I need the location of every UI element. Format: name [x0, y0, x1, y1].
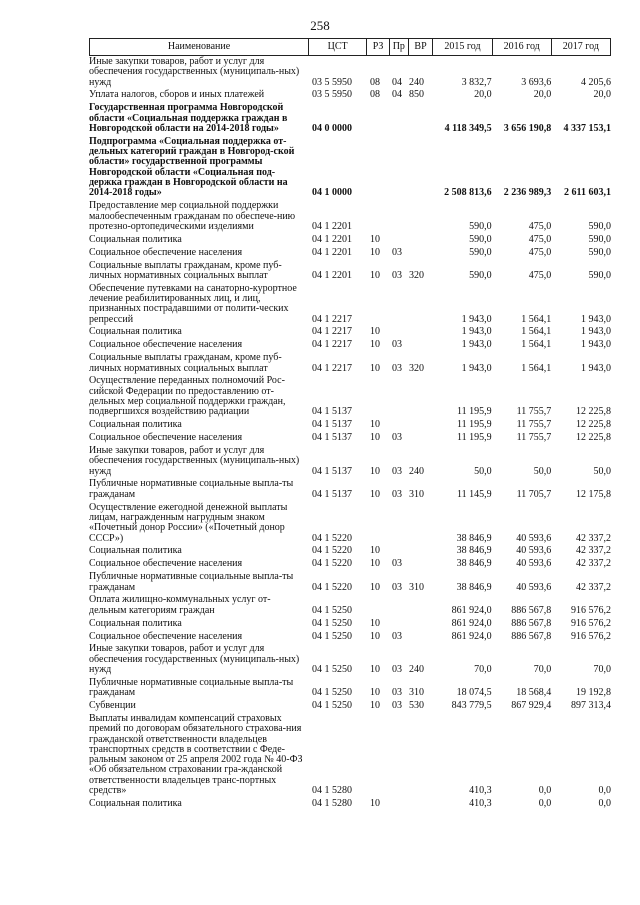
row-value-2017: 42 337,2: [575, 545, 611, 557]
table-row: [89, 339, 611, 352]
row-pr: 03: [392, 687, 402, 699]
row-vr: 310: [409, 488, 424, 500]
row-rz: 10: [370, 339, 380, 351]
row-value-2016: 11 755,7: [516, 419, 552, 431]
table-row: [89, 102, 611, 135]
row-cst: 04 1 5220: [312, 558, 352, 570]
table-row: [89, 260, 611, 283]
row-value-2016: 20,0: [533, 89, 552, 101]
row-value-2017: 590,0: [588, 233, 611, 245]
row-value-2015: 590,0: [469, 246, 492, 258]
row-vr: 310: [409, 581, 424, 593]
row-cst: 04 1 0000: [312, 187, 352, 199]
row-value-2015: 1 943,0: [461, 339, 492, 351]
table-row: [89, 375, 611, 419]
row-rz: 08: [370, 89, 380, 101]
row-rz: 10: [370, 797, 380, 809]
row-name: Социальное обеспечение населения: [89, 246, 243, 258]
row-rz: 10: [370, 233, 380, 245]
page-number: 258: [310, 18, 330, 33]
row-vr: 530: [409, 700, 424, 712]
row-value-2017: 0,0: [598, 797, 611, 809]
row-value-2017: 20,0: [593, 89, 611, 101]
table-row: [89, 700, 611, 713]
row-value-2016: 475,0: [528, 246, 552, 258]
row-vr: 850: [409, 89, 424, 101]
row-value-2015: 2 508 813,6: [444, 187, 492, 199]
row-rz: 10: [370, 269, 380, 281]
row-cst: 04 1 5250: [312, 604, 352, 616]
row-value-2017: 50,0: [593, 465, 611, 477]
row-rz: 10: [370, 581, 380, 593]
row-rz: 10: [370, 326, 380, 338]
row-value-2017: 42 337,2: [575, 558, 611, 570]
row-name: Социальная политика: [89, 419, 182, 431]
row-value-2017: 1 943,0: [580, 326, 611, 338]
row-value-2015: 1 943,0: [461, 362, 492, 374]
row-value-2016: 886 567,8: [511, 617, 552, 629]
row-cst: 04 1 2201: [312, 220, 352, 232]
row-value-2016: 475,0: [528, 233, 552, 245]
table-row: [89, 89, 611, 102]
row-vr: 320: [409, 269, 424, 281]
row-value-2015: 861 924,0: [451, 604, 492, 616]
row-name: Уплата налогов, сборов и иных платежей: [89, 89, 265, 101]
row-name: Социальная политика: [89, 617, 182, 629]
row-value-2016: 18 568,4: [516, 687, 552, 699]
row-pr: 03: [392, 465, 402, 477]
row-value-2015: 1 943,0: [461, 326, 492, 338]
row-cst: 04 0 0000: [312, 122, 352, 134]
row-cst: 04 1 5137: [312, 406, 352, 418]
table-row: [89, 798, 611, 811]
row-value-2015: 410,3: [469, 785, 492, 797]
row-value-2017: 897 313,4: [570, 700, 611, 712]
row-pr: 03: [392, 663, 402, 675]
row-value-2015: 38 846,9: [456, 545, 492, 557]
row-value-2015: 11 145,9: [456, 488, 492, 500]
row-name: Социальное обеспечение населения: [89, 630, 243, 642]
row-rz: 10: [370, 488, 380, 500]
row-value-2016: 0,0: [538, 785, 552, 797]
row-name: Осуществление переданных полномочий Рос-сийской Федерации по предоставлению от-дельных мер социальной поддержки граждан, подвергшихся воздействию радиации: [89, 375, 286, 418]
row-value-2017: 12 225,8: [575, 432, 611, 444]
row-value-2015: 590,0: [469, 269, 492, 281]
table-row: [89, 571, 611, 594]
table-row: [89, 283, 611, 327]
row-rz: 10: [370, 246, 380, 258]
row-cst: 04 1 5220: [312, 581, 352, 593]
row-value-2017: 19 192,8: [575, 687, 611, 699]
row-name: Предоставление мер социальной поддержки малообеспеченным гражданам по обеспече-нию протезно-ортопедическими изделиями: [89, 200, 296, 232]
table-row: [89, 594, 611, 617]
row-value-2016: 70,0: [533, 663, 552, 675]
row-pr: 03: [392, 700, 402, 712]
row-rz: 10: [370, 465, 380, 477]
row-name: Публичные нормативные социальные выпла-ты гражданам: [89, 676, 294, 699]
table-row: [89, 432, 611, 445]
row-value-2016: 1 564,1: [521, 313, 552, 325]
row-pr: 04: [392, 89, 402, 101]
row-pr: 03: [392, 339, 402, 351]
table-row: [89, 643, 611, 676]
row-value-2015: 20,0: [474, 89, 492, 101]
row-value-2016: 3 656 190,8: [503, 122, 552, 134]
row-cst: 04 1 2201: [312, 233, 352, 245]
table-row: [89, 445, 611, 478]
table-row: [89, 677, 611, 700]
row-value-2017: 590,0: [588, 269, 611, 281]
table-row: [89, 326, 611, 339]
row-vr: 320: [409, 362, 424, 374]
row-cst: 04 1 5137: [312, 419, 352, 431]
header-cst: ЦСТ: [308, 39, 366, 55]
row-rz: 10: [370, 700, 380, 712]
row-pr: 03: [392, 581, 402, 593]
row-value-2015: 861 924,0: [451, 630, 492, 642]
row-cst: 04 1 5280: [312, 797, 352, 809]
row-value-2016: 40 593,6: [516, 581, 552, 593]
row-value-2017: 2 611 603,1: [564, 187, 611, 199]
row-value-2016: 40 593,6: [516, 558, 552, 570]
row-cst: 04 1 5250: [312, 630, 352, 642]
row-name: Социальное обеспечение населения: [89, 558, 243, 570]
row-name: Публичные нормативные социальные выпла-ты гражданам: [89, 478, 294, 500]
row-value-2017: 4 337 153,1: [563, 122, 611, 134]
row-rz: 10: [370, 362, 380, 374]
row-cst: 04 1 5137: [312, 465, 352, 477]
row-pr: 03: [392, 558, 402, 570]
row-value-2016: 50,0: [533, 465, 552, 477]
row-value-2017: 916 576,2: [570, 617, 611, 629]
row-value-2017: 0,0: [598, 785, 611, 797]
row-cst: 04 1 2217: [312, 362, 352, 374]
table-row: [89, 713, 611, 798]
row-value-2015: 18 074,5: [456, 687, 492, 699]
row-cst: 04 1 5250: [312, 687, 352, 699]
row-cst: 04 1 2217: [312, 313, 352, 325]
row-value-2017: 12 175,8: [575, 488, 611, 500]
row-value-2017: 12 225,8: [575, 406, 611, 418]
row-value-2016: 1 564,1: [521, 362, 552, 374]
row-vr: 240: [409, 663, 424, 675]
row-rz: 10: [370, 419, 380, 431]
row-name: Социальное обеспечение населения: [89, 339, 243, 351]
row-cst: 04 1 5250: [312, 617, 352, 629]
row-value-2017: 1 943,0: [580, 313, 611, 325]
row-name: Социальная политика: [89, 326, 182, 338]
row-value-2016: 0,0: [538, 797, 552, 809]
row-value-2017: 916 576,2: [570, 630, 611, 642]
row-name: Социальные выплаты гражданам, кроме пуб-личных нормативных социальных выплат: [89, 352, 282, 374]
row-value-2017: 590,0: [588, 246, 611, 258]
row-name: Оплата жилищно-коммунальных услуг от-дельным категориям граждан: [89, 594, 271, 616]
row-value-2015: 70,0: [474, 663, 492, 675]
row-rz: 10: [370, 630, 380, 642]
row-value-2017: 1 943,0: [580, 339, 611, 351]
table-row: [89, 478, 611, 501]
row-value-2017: 70,0: [593, 663, 611, 675]
header-rz: РЗ: [366, 39, 389, 55]
row-value-2016: 1 564,1: [521, 339, 552, 351]
row-value-2015: 4 118 349,5: [444, 122, 492, 134]
table-row: [89, 247, 611, 260]
row-name: Подпрограмма «Социальная поддержка от-дельных категорий граждан в Новгород-ской области» государственной программы Новгородской области «Социальная под-держка граждан в Новгородской области на 2014-2018 годы»: [89, 135, 295, 199]
row-value-2016: 475,0: [528, 269, 552, 281]
table-row: [89, 136, 611, 200]
table-row: [89, 502, 611, 546]
row-rz: 10: [370, 545, 380, 557]
row-name: Социальная политика: [89, 797, 182, 809]
row-name: Публичные нормативные социальные выпла-ты гражданам: [89, 571, 294, 593]
row-value-2015: 861 924,0: [451, 617, 492, 629]
budget-table: [89, 38, 611, 811]
row-value-2015: 50,0: [474, 465, 492, 477]
row-pr: 03: [392, 630, 402, 642]
header-2015: 2015 год: [432, 39, 491, 55]
row-value-2016: 11 705,7: [516, 488, 552, 500]
row-name: Выплаты инвалидам компенсаций страховых премий по договорам обязательного страхова-ния гражданской ответственности владельцев транспортных средств в соответствии с Феде-ральным законом от 25 апреля 2002 года № 40-ФЗ «Об обязательном страховании гра-жданской ответственности владельцев транс-портных средств»: [89, 712, 303, 797]
row-name: Социальное обеспечение населения: [89, 432, 243, 444]
row-cst: 04 1 5220: [312, 532, 352, 544]
row-pr: 03: [392, 246, 402, 258]
row-value-2016: 40 593,6: [516, 545, 552, 557]
row-value-2016: 40 593,6: [516, 532, 552, 544]
table-body: [89, 56, 611, 811]
row-value-2015: 38 846,9: [456, 558, 492, 570]
table-header: [89, 38, 611, 56]
row-cst: 04 1 5220: [312, 545, 352, 557]
row-value-2015: 38 846,9: [456, 581, 492, 593]
table-row: [89, 558, 611, 571]
table-row: [89, 200, 611, 233]
row-value-2016: 886 567,8: [511, 630, 552, 642]
table-row: [89, 419, 611, 432]
table-row: [89, 352, 611, 375]
row-rz: 10: [370, 432, 380, 444]
row-value-2017: 1 943,0: [580, 362, 611, 374]
header-pr: Пр: [389, 39, 408, 55]
row-cst: 04 1 2217: [312, 326, 352, 338]
row-value-2015: 11 195,9: [456, 406, 492, 418]
row-value-2015: 590,0: [469, 233, 492, 245]
table-row: [89, 234, 611, 247]
row-value-2015: 3 832,7: [461, 76, 492, 88]
row-name: Иные закупки товаров, работ и услуг для обеспечения государственных (муниципаль-ных) нужд: [89, 56, 300, 88]
row-cst: 03 5 5950: [312, 76, 352, 88]
row-rz: 10: [370, 558, 380, 570]
row-cst: 04 1 2201: [312, 246, 352, 258]
row-name: Социальная политика: [89, 233, 182, 245]
table-row: [89, 618, 611, 631]
row-name: Осуществление ежегодной денежной выплаты лицам, награжденным нагрудным знаком «Почетный донор России» («Почетный донор СССР»): [89, 501, 288, 544]
table-row: [89, 631, 611, 644]
row-pr: 03: [392, 362, 402, 374]
row-value-2017: 916 576,2: [570, 604, 611, 616]
row-value-2015: 11 195,9: [456, 419, 492, 431]
row-name: Социальные выплаты гражданам, кроме пуб-личных нормативных социальных выплат: [89, 259, 282, 281]
row-value-2017: 4 205,6: [580, 76, 611, 88]
table-row: [89, 56, 611, 89]
row-name: Государственная программа Новгородской области «Социальная поддержка граждан в Новгородской области на 2014-2018 годы»: [89, 102, 288, 134]
row-value-2015: 38 846,9: [456, 532, 492, 544]
row-value-2016: 886 567,8: [511, 604, 552, 616]
row-name: Субвенции: [89, 700, 136, 712]
table-row: [89, 545, 611, 558]
row-value-2016: 3 693,6: [521, 76, 552, 88]
row-value-2015: 410,3: [469, 797, 492, 809]
row-value-2016: 1 564,1: [521, 326, 552, 338]
row-rz: 08: [370, 76, 380, 88]
row-vr: 240: [409, 465, 424, 477]
header-name: Наименование: [167, 41, 231, 52]
row-pr: 03: [392, 269, 402, 281]
row-value-2015: 590,0: [469, 220, 492, 232]
row-cst: 04 1 5280: [312, 785, 352, 797]
row-vr: 310: [409, 687, 424, 699]
row-value-2015: 1 943,0: [461, 313, 492, 325]
row-name: Иные закупки товаров, работ и услуг для обеспечения государственных (муниципаль-ных) нужд: [89, 445, 300, 477]
row-pr: 03: [392, 432, 402, 444]
row-cst: 04 1 5250: [312, 700, 352, 712]
row-value-2015: 11 195,9: [456, 432, 492, 444]
header-2016: 2016 год: [492, 39, 551, 55]
row-cst: 04 1 5137: [312, 488, 352, 500]
row-value-2016: 2 236 989,3: [503, 187, 552, 199]
row-value-2017: 42 337,2: [575, 532, 611, 544]
row-value-2016: 867 929,4: [511, 700, 552, 712]
row-name: Социальная политика: [89, 545, 182, 557]
row-value-2017: 590,0: [588, 220, 611, 232]
row-cst: 04 1 5250: [312, 663, 352, 675]
row-cst: 04 1 2217: [312, 339, 352, 351]
row-value-2016: 11 755,7: [516, 406, 552, 418]
row-value-2017: 42 337,2: [575, 581, 611, 593]
row-pr: 03: [392, 488, 402, 500]
row-value-2015: 843 779,5: [451, 700, 492, 712]
row-value-2017: 12 225,8: [575, 419, 611, 431]
row-cst: 04 1 2201: [312, 269, 352, 281]
row-rz: 10: [370, 687, 380, 699]
row-name: Обеспечение путевками на санаторно-курортное лечение реабилитированных лиц, и лиц, признанных пострадавшими от полити-ческих репрессий: [89, 282, 297, 325]
row-cst: 03 5 5950: [312, 89, 352, 101]
row-rz: 10: [370, 663, 380, 675]
row-cst: 04 1 5137: [312, 432, 352, 444]
row-pr: 04: [392, 76, 402, 88]
row-value-2016: 475,0: [528, 220, 552, 232]
row-name: Иные закупки товаров, работ и услуг для обеспечения государственных (муниципаль-ных) нужд: [89, 643, 300, 675]
row-value-2016: 11 755,7: [516, 432, 552, 444]
header-2017: 2017 год: [551, 39, 610, 55]
row-rz: 10: [370, 617, 380, 629]
row-vr: 240: [409, 76, 424, 88]
header-vr: ВР: [408, 39, 433, 55]
